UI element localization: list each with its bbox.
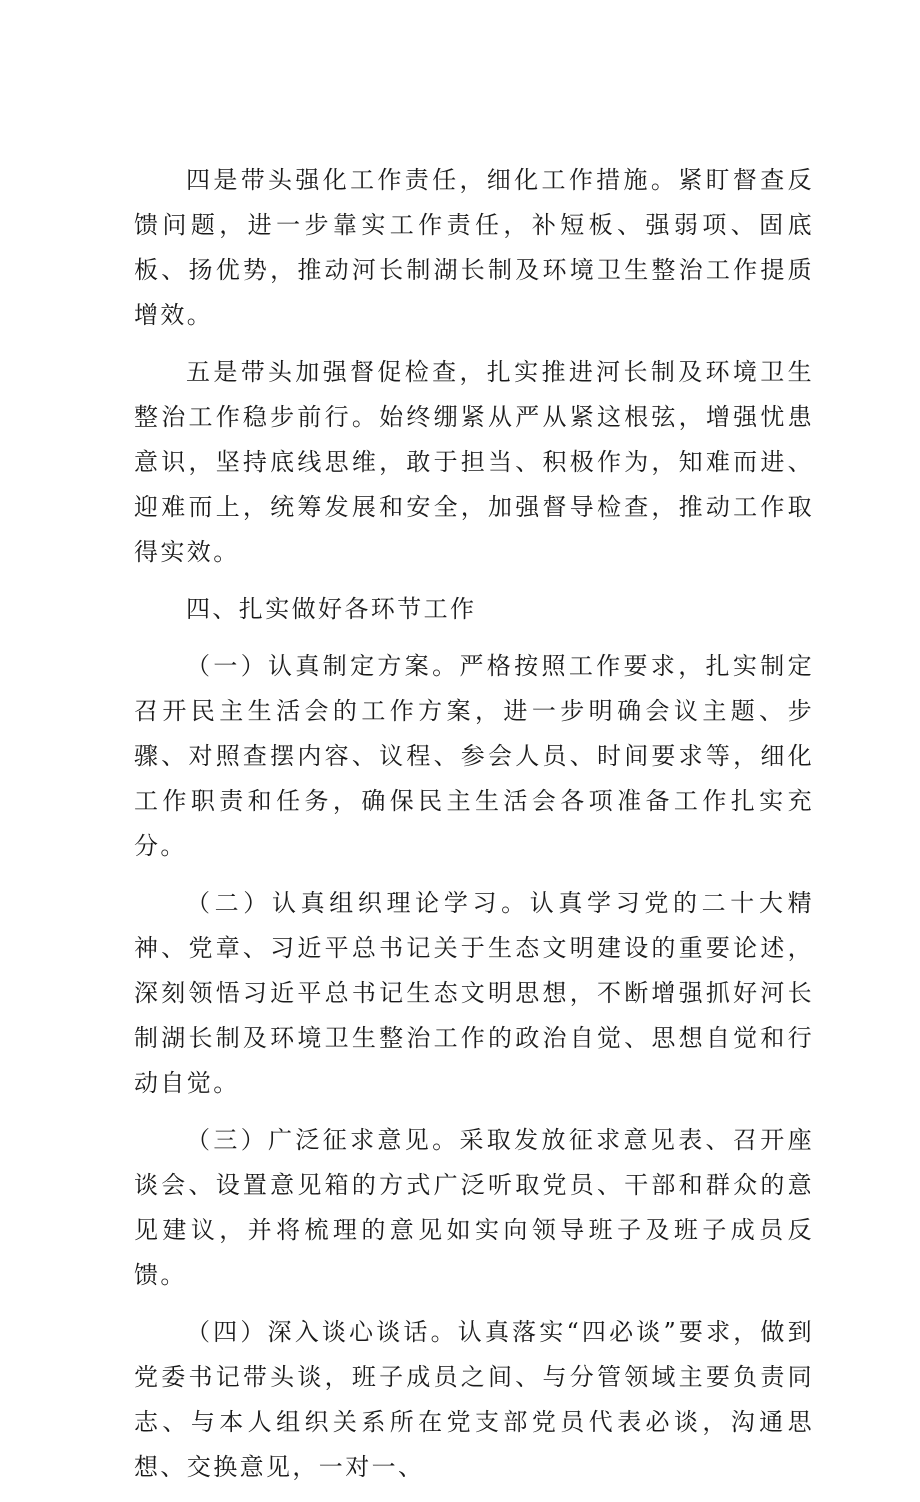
paragraph-opinions: （三）广泛征求意见。采取发放征求意见表、召开座谈会、设置意见箱的方式广泛听取党员、干部和群众的意见建议，并将梳理的意见如实向领导班子及班子成员反馈。: [134, 1126, 814, 1289]
paragraph-plan: （一）认真制定方案。严格按照工作要求，扎实制定召开民主生活会的工作方案，进一步明确会议主题、步骤、对照查摆内容、议程、参会人员、时间要求等，细化工作职责和任务，确保民主生活会各项准备工作扎实充分。: [134, 652, 814, 860]
section-heading: 四、扎实做好各环节工作: [186, 595, 477, 623]
document-body: [134, 158, 814, 1502]
paragraph-theory-study: （二）认真组织理论学习。认真学习党的二十大精神、党章、习近平总书记关于生态文明建设的重要论述，深刻领悟习近平总书记生态文明思想，不断增强抓好河长制湖长制及环境卫生整治工作的政治自觉、思想自觉和行动自觉。: [134, 889, 814, 1097]
paragraph-heart-talks: （四）深入谈心谈话。认真落实“四必谈”要求，做到党委书记带头谈，班子成员之间、与分管领域主要负责同志、与本人组织关系所在党支部党员代表必谈，沟通思想、交换意见，一对一、: [134, 1318, 814, 1481]
paragraph-supervision: 五是带头加强督促检查，扎实推进河长制及环境卫生整治工作稳步前行。始终绷紧从严从紧这根弦，增强忧患意识，坚持底线思维，敢于担当、积极作为，知难而进、迎难而上，统筹发展和安全，加强督导检查，推动工作取得实效。: [134, 358, 814, 566]
paragraph-responsibility: 四是带头强化工作责任，细化工作措施。紧盯督查反馈问题，进一步靠实工作责任，补短板、强弱项、固底板、扬优势，推动河长制湖长制及环境卫生整治工作提质增效。: [134, 166, 814, 329]
